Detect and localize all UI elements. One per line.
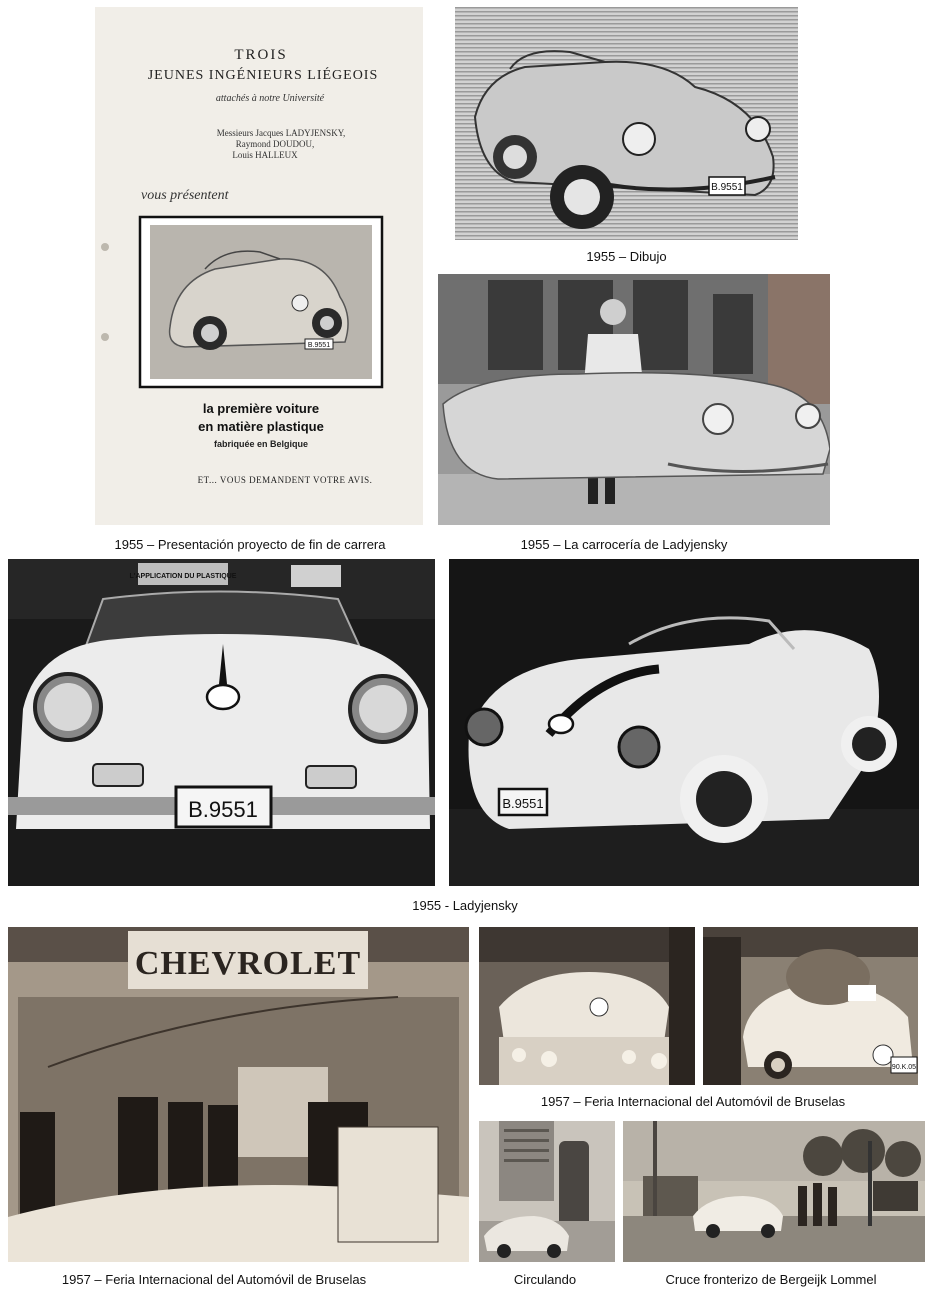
ladyjensky-front-photo: [8, 559, 435, 886]
ladyjensky-side-photo: [449, 559, 919, 886]
feria-small-2-photo: [703, 927, 918, 1085]
caption-feria-right: 1957 – Feria Internacional del Automóvil de Bruselas: [540, 1094, 846, 1109]
caption-cruce: Cruce fronterizo de Bergeijk Lommel: [665, 1272, 877, 1287]
brochure-names-1: Messieurs Jacques LADYJENSKY,: [216, 128, 346, 138]
caption-ladyjensky: 1955 - Ladyjensky: [412, 898, 518, 913]
carroceria-image: [438, 274, 830, 525]
brochure-subtitle: attachés à notre Université: [215, 93, 325, 104]
feria-banner-text: CHEVROLET: [134, 945, 362, 982]
feria-small-1-photo: [479, 927, 695, 1085]
brochure-tagline-2: en matière plastique: [198, 419, 324, 434]
brochure-tagline-1: la première voiture: [202, 401, 320, 416]
front-plate: B.9551: [188, 797, 258, 822]
feria-small-1-image: [479, 927, 695, 1085]
feria-left-photo: [8, 927, 469, 1262]
caption-carroceria: 1955 – La carrocería de Ladyjensky: [520, 537, 728, 552]
brochure-names-2: Raymond DOUDOU,: [235, 139, 315, 149]
brochure-tagline-3: fabriquée en Belgique: [213, 439, 309, 449]
cruce-photo: [623, 1121, 925, 1262]
ladyjensky-side-image: [449, 559, 919, 886]
feria-small-2-image: [703, 927, 918, 1085]
cruce-image: [623, 1121, 925, 1262]
caption-feria-left: 1957 – Feria Internacional del Automóvil de Bruselas: [61, 1272, 367, 1287]
brochure-footer: ET... VOUS DEMANDENT VOTRE AVIS.: [197, 475, 373, 485]
dibujo-plate: B.9551: [711, 182, 743, 193]
ladyjensky-front-image: [8, 559, 435, 886]
brochure-title-1: TROIS: [234, 47, 288, 63]
brochure-presents: vous présentent: [141, 188, 229, 203]
brochure-plate: B.9551: [307, 342, 331, 349]
dibujo-photo: [455, 7, 798, 240]
brochure-photo: [95, 7, 423, 525]
brochure-title-2: JEUNES INGÉNIEURS LIÉGEOIS: [147, 68, 379, 83]
caption-circulando: Circulando: [513, 1272, 577, 1287]
caption-dibujo: 1955 – Dibujo: [586, 249, 667, 264]
brochure-names-3: Louis HALLEUX: [232, 150, 298, 160]
front-sign-text: L'APPLICATION DU PLASTIQUE: [129, 573, 237, 580]
carroceria-body-shell: [443, 373, 830, 479]
side-plate: B.9551: [502, 796, 544, 811]
brochure-image: [95, 7, 423, 525]
circulando-photo: [479, 1121, 615, 1262]
dibujo-image: [455, 7, 798, 240]
feria-left-image: [8, 927, 469, 1262]
caption-presentacion: 1955 – Presentación proyecto de fin de carrera: [114, 537, 386, 552]
feria-plate: 90.K.05: [891, 1064, 917, 1071]
circulando-image: [479, 1121, 615, 1262]
carroceria-photo: [438, 274, 830, 525]
